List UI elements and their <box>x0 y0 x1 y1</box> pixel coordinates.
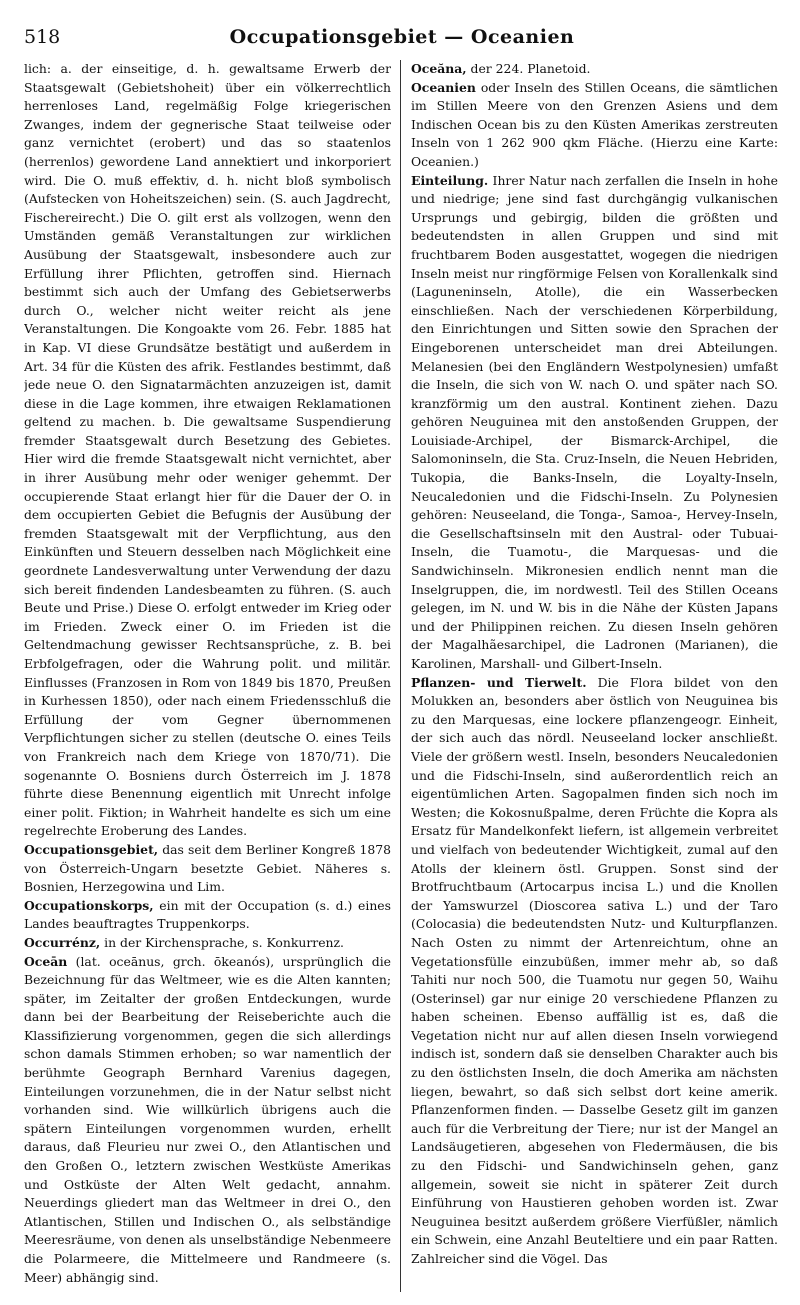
entry-text: (lat. oceānus, grch. ōkeanós), ursprünglich die Bezeichnung für das Weltmeer, wie es die Alten kannten; später, im Zeitalter der großen Entdeckungen, wurde dann bei der Bearbeitung der Reiseberichte auch die Klassifizierung vorgenommen, gegen die sich allerdings schon damals Stimmen erhoben; so war namentlich der berühmte Geograph Bernhard Varenius dagegen, Einteilungen vorzunehmen, die in der Natur selbst nicht vorhanden sind. Wie willkürlich übrigens auch die spätern Einteilungen vorgenommen wurden, erhellt daraus, daß Fleurieu nur zwei O., den Atlantischen und den Großen O., letztern zwischen Westküste Amerikas und Ostküste der Alten Welt gedacht, annahm. Neuerdings gliedert man das Weltmeer in drei O., den Atlantischen, Stillen und Indischen O., als selbständige Meeresräume, von denen als unselbständige Nebenmeere die Polarmeere, die Mittelmeere und Randmeere (s. Meer) abhängig sind. <box>24 953 391 1285</box>
entry-ocean <box>24 953 391 1288</box>
section-heading: Einteilung. <box>411 172 489 188</box>
entry-text: der 224. Planetoid. <box>466 61 591 76</box>
entry-text: das seit dem Berliner Kongreß 1878 von Österreich-Ungarn besetzte Gebiet. Näheres s. Bosnien, Herzegowina und Lim. <box>24 841 391 895</box>
column-divider <box>400 60 401 1292</box>
entry-occupation-continued <box>24 60 391 841</box>
entry-headword: Oceăna, <box>411 61 467 76</box>
section-pflanzen-tierwelt <box>411 674 778 1269</box>
right-column <box>411 60 778 1292</box>
entry-headword: Occupationsgebiet, <box>24 841 159 857</box>
dictionary-page <box>24 22 780 1292</box>
entry-text: in der Kirchensprache, s. Konkurrenz. <box>100 934 344 950</box>
entry-text: oder Inseln des Stillen Oceans, die sämtlichen im Stillen Meere von den Grenzen Asiens und dem Indischen Ocean bis zu den Küsten Amerikas zerstreuten Inseln von 1 262 900 qkm Fläche. (Hierzu eine Karte: Oceanien.) <box>411 79 778 169</box>
entry-oceanien <box>411 79 778 172</box>
entry-headword: Occupationskorps, <box>24 897 154 913</box>
section-einteilung <box>411 172 778 674</box>
section-text: Ihrer Natur nach zerfallen die Inseln in hohe und niedrige; jene sind fast durchgängig vulkanischen Ursprungs und gebirgig, bilden die größten und bedeutendsten in allen Gruppen und sind mit fruchtbarem Boden ausgestattet, wogegen die niedrigen Inseln meist nur ringförmige Felsen von Korallenkalk sind (Laguneninseln, Atolle), die ein Wasserbecken einschließen. Nach der verschiedenen Körperbildung, den Einrichtungen und Sitten sowie den Sprachen der Eingeborenen unterscheidet man drei Abteilungen. Melanesien (bei den Engländern Westpolynesien) umfaßt die Inseln, die sich von W. nach O. und später nach SO. kranzförmig um den austral. Kontinent ziehen. Dazu gehören Neuguinea mit den anstoßenden Gruppen, der Louisiade-Archipel, der Bismarck-Archipel, die Salomoninseln, die Sta. Cruz-Inseln, die Neuen Hebriden, Tukopia, die Banks-Inseln, die Loyalty-Inseln, Neucaledonien und die Fidschi-Inseln. Zu Polynesien gehören: Neuseeland, die Tonga-, Samoa-, Hervey-Inseln, die Gesellschaftsinseln mit den Austral- oder Tubuai-Inseln, die Tuamotu-, die Marquesas- und die Sandwichinseln. Mikronesien endlich nennt man die Inselgruppen, die, im nordwestl. Teil des Stillen Oceans gelegen, im N. und W. bis in die Nähe der Küsten Japans und der Philippinen reichen. Zu diesen Inseln gehören der Magalhãesarchipel, die Ladronen (Marianen), die Karolinen, Marshall- und Gilbert-Inseln. <box>411 172 778 671</box>
entry-oceana <box>411 60 778 79</box>
section-text: Die Flora bildet von den Molukken an, besonders aber östlich von Neuguinea bis zu den Marquesas, eine lockere pflanzengeogr. Einheit, der sich auch das nördl. Neuseeland locker anschließt. Viele der größern westl. Inseln, besonders Neucaledonien und die Fidschi-Inseln, sind außerordentlich reich an eigentümlichen Arten. Sagopalmen finden sich noch im Westen; die Kokosnußpalme, deren Früchte die Kopra als Ersatz für Mandelkonfekt liefern, ist allgemein verbreitet und vielfach von bedeutender Wichtigkeit, zumal auf den Atolls der kleinern östl. Gruppen. Sonst sind der Brotfruchtbaum (Artocarpus incisa L.) und die Knollen der Yamswurzel (Dioscorea sativa L.) und der Taro (Colocasia) die bedeutendsten Nutz- und Kulturpflanzen. Nach Osten zu nimmt der Artenreichtum, ohne an Vegetationsfülle einzubüßen, immer mehr ab, so daß Tahiti nur noch 500, die Tuamotu nur gegen 50, Waihu (Osterinsel) gar nur einige 20 verschiedene Pflanzen zu haben scheinen. Ebenso auffällig ist es, daß die Vegetation nicht nur auf allen diesen Inseln vorwiegend indisch ist, sondern daß sie denselben Charakter auch bis zu den östlichsten Inseln, die doch Amerika am nächsten liegen, bewahrt, so daß sich selbst dort keine amerik. Pflanzenformen finden. — Dasselbe Gesetz gilt im ganzen auch für die Verbreitung der Tiere; nur ist der Mangel an Landsäugetieren, abgesehen von Fledermäusen, die bis zu den Fidschi- und Sandwichinseln gehen, ganz allgemein, soweit sie nicht in späterer Zeit durch Einführung von Haustieren gehoben worden ist. Zwar Neuguinea besitzt außerdem größere Vierfüßler, nämlich ein Schwein, eine Anzahl Beuteltiere und ein paar Ratten. Zahlreicher sind die Vögel. Das <box>411 674 778 1266</box>
entry-text: ein mit der Occupation (s. d.) eines Landes beauftragtes Truppenkorps. <box>24 897 391 932</box>
entry-occupationskorps <box>24 897 391 934</box>
entry-occupationsgebiet <box>24 841 391 897</box>
text-columns <box>24 60 780 1292</box>
entry-text: lich: a. der einseitige, d. h. gewaltsame Erwerb der Staatsgewalt (Gebietshoheit) über ein völkerrechtlich herrenloses Land, regelmäßig Folge kriegerischen Zwanges, indem der gegnerische Staat teilweise oder ganz vernichtet (erobert) und das so staatenlos (herrenlos) gewordene Land annektiert und inkorporiert wird. Die O. muß effektiv, d. h. nicht bloß symbolisch (Aufstecken von Hoheitszeichen) sein. (S. auch Jagdrecht, Fischereirecht.) Die O. gilt erst als vollzogen, wenn den Umständen gemäß Veranstaltungen zur wirklichen Ausübung der Staatsgewalt, insbesondere auch zur Erfüllung ihrer Pflichten, getroffen sind. Hiernach bestimmt sich auch der Umfang des Gebietserwerbs durch O., welcher nicht weiter reicht als jene Veranstaltungen. Die Kongoakte vom 26. Febr. 1885 hat in Kap. VI diese Grundsätze bestätigt und außerdem in Art. 34 für die Küsten des afrik. Festlandes bestimmt, daß jede neue O. den Signatarmächten anzuzeigen ist, damit diese in die Lage kommen, ihre etwaigen Reklamationen geltend zu machen. b. Die gewaltsame Suspendierung fremder Staatsgewalt durch Besetzung des Gebietes. Hier wird die fremde Staatsgewalt nicht vernichtet, aber in ihrer Ausübung mehr oder weniger gehemmt. Der occupierende Staat erlangt hier für die Dauer der O. in dem occupierten Gebiet die Befugnis der Ausübung der fremden Staatsgewalt mit der Verpflichtung, aus den Einkünften und Steuern desselben nach Möglichkeit eine geordnete Landesverwaltung unter Verwendung der dazu sich bereit findenden Landesbeamten zu führen. (S. auch Beute und Prise.) Diese O. erfolgt entweder im Krieg oder im Frieden. Zweck einer O. im Frieden ist die Geltendmachung gewisser Rechtsansprüche, z. B. bei Erbfolgefragen, oder die Wahrung polit. und militär. Einflusses (Franzosen in Rom von 1849 bis 1870, Preußen in Kurhessen 1850), oder nach einem Friedensschluß die Erfüllung der vom Gegner übernommenen Verpflichtungen sicher zu stellen (deutsche O. eines Teils von Frankreich nach dem Kriege von 1870/71). Die sogenannte O. Bosniens durch Österreich im J. 1878 führte diese Benennung eigentlich mit Unrecht infolge einer polit. Fiktion; in Wahrheit handelte es sich um eine regelrechte Eroberung des Landes. <box>24 61 391 839</box>
page-number: 518 <box>24 26 61 48</box>
left-column <box>24 60 391 1292</box>
page-header <box>24 22 780 52</box>
entry-headword: Oceanien <box>411 79 476 95</box>
entry-headword: Occurrénz, <box>24 934 101 950</box>
entry-occurrenz <box>24 934 391 953</box>
entry-headword: Oceān <box>24 953 68 969</box>
section-heading: Pflanzen- und Tierwelt. <box>411 674 587 690</box>
running-title: Occupationsgebiet — Oceanien <box>229 26 575 48</box>
